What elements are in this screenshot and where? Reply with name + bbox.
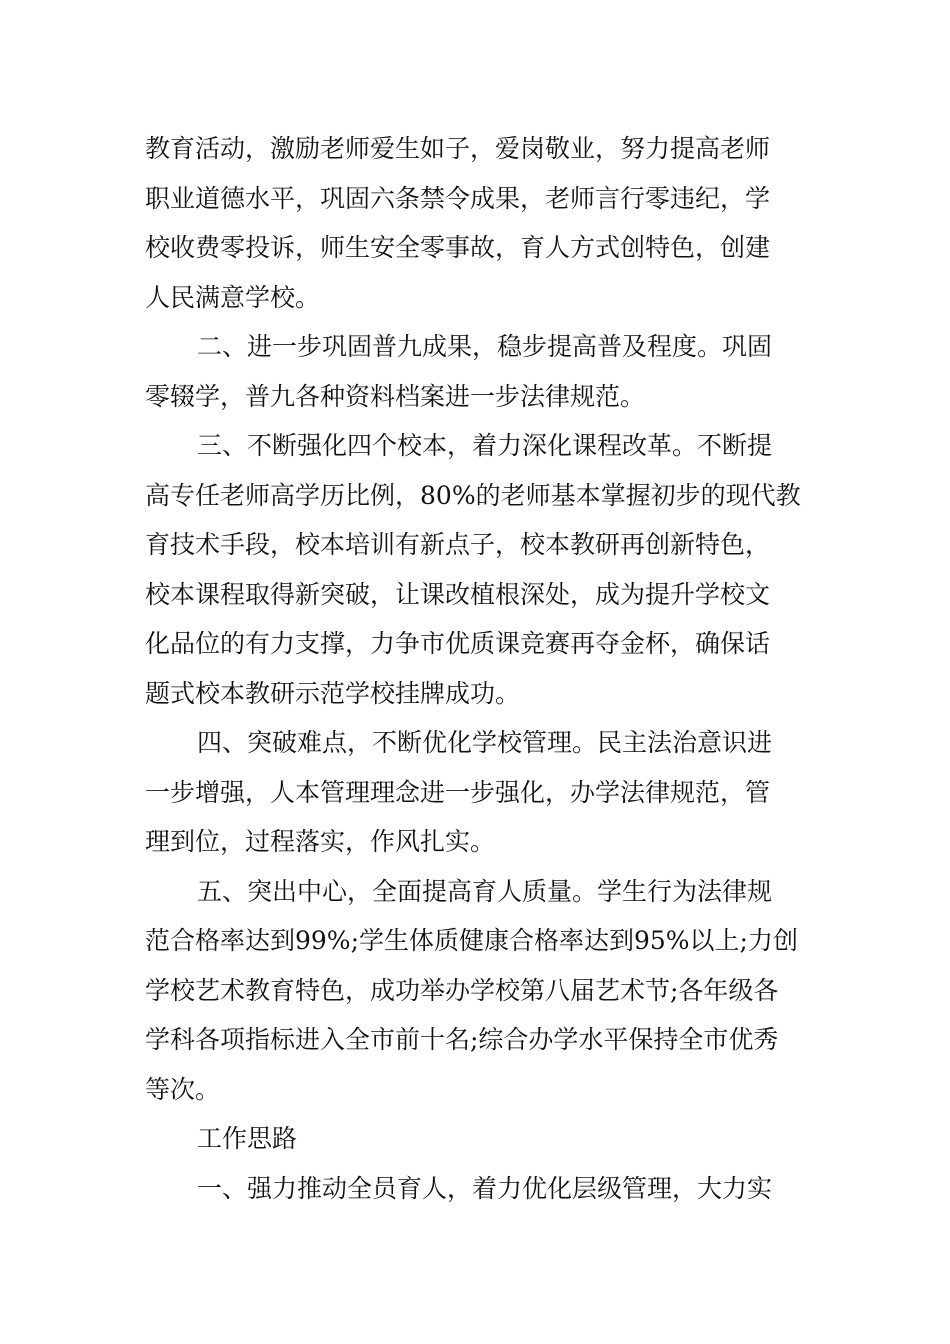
paragraph-start-line: 三、不断强化四个校本，着力深化课程改革。不断提 [197,431,773,460]
text-line: 高专任老师高学历比例，80%的老师基本掌握初步的现代教 [145,480,801,510]
text-line: 化品位的有力支撑，力争市优质课竞赛再夺金杯，确保话 [145,629,771,658]
paragraph-start-line: 五、突出中心，全面提高育人质量。学生行为法律规 [197,876,773,906]
text-line: 范合格率达到99%;学生体质健康合格率达到95%以上;力创 [145,926,798,955]
text-line: 题式校本教研示范学校挂牌成功。 [145,678,521,708]
text-line: 校收费零投诉，师生安全零事故，育人方式创特色，创建 [145,233,771,262]
text-line: 职业道德水平，巩固六条禁令成果，老师言行零违纪，学 [145,183,771,213]
text-line: 校本课程取得新突破，让课改植根深处，成为提升学校文 [145,579,771,609]
text-line: 育技术手段，校本培训有新点子，校本教研再创新特色， [145,530,771,559]
text-line: 学科各项指标进入全市前十名;综合办学水平保持全市优秀 [145,1025,779,1054]
text-line: 一步增强，人本管理理念进一步强化，办学法律规范，管 [145,777,771,807]
document-body [145,124,810,1213]
text-line: 人民满意学校。 [145,282,321,312]
text-line: 零辍学，普九各种资料档案进一步法律规范。 [145,381,646,411]
paragraph-start-line: 二、进一步巩固普九成果，稳步提高普及程度。巩固 [197,332,773,361]
section-heading: 工作思路 [197,1124,298,1153]
paragraph-start-line: 一、强力推动全员育人，着力优化层级管理，大力实 [197,1173,773,1203]
text-line: 教育活动，激励老师爱生如子，爱岗敬业，努力提高老师 [145,134,771,163]
paragraph-start-line: 四、突破难点，不断优化学校管理。民主法治意识进 [197,728,773,757]
text-line: 理到位，过程落实，作风扎实。 [145,827,496,856]
text-line: 学校艺术教育特色，成功举办学校第八届艺术节;各年级各 [145,975,779,1005]
text-line: 等次。 [145,1074,221,1104]
